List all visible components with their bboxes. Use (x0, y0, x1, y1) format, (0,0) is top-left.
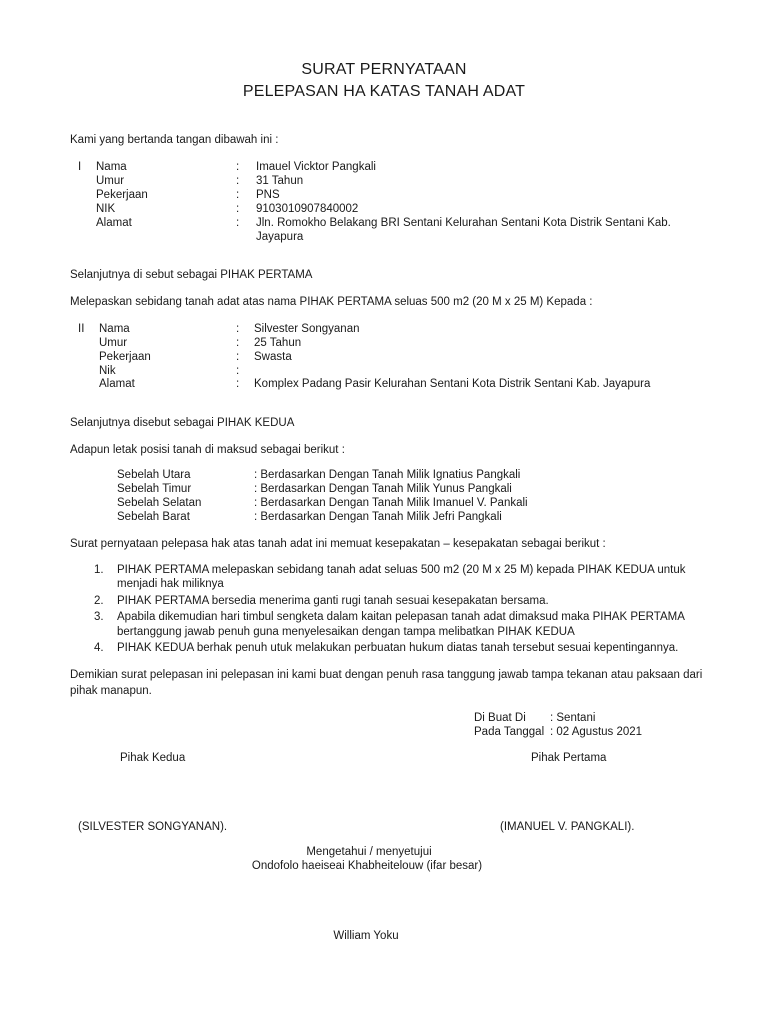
party1-job-value: PNS (256, 189, 280, 201)
intro-text: Kami yang bertanda tangan dibawah ini : (70, 134, 279, 146)
closing-text-cont: pihak manapun. (70, 685, 152, 697)
boundary-desc: : Berdasarkan Dengan Tanah Milik Imanuel V. Pankali (254, 497, 528, 509)
party2-address-label: Alamat (99, 378, 135, 390)
agreement-text: Apabila dikemudian hari timbul sengketa dalam kaitan pelepasan tanah adat dimaksud maka PIHAK PERTAMA (117, 611, 685, 623)
party1-address-value: Jln. Romokho Belakang BRI Sentani Kelurahan Sentani Kota Distrik Sentani Kab. (256, 217, 671, 229)
boundary-desc: : Berdasarkan Dengan Tanah Milik Yunus Pangkali (254, 483, 512, 495)
party1-address-label: Alamat (96, 217, 132, 229)
party1-address-value-cont: Jayapura (256, 231, 304, 243)
party1-name-value: Imauel Vicktor Pangkali (256, 161, 376, 173)
party1-age-label: Umur (96, 175, 125, 187)
boundary-desc: : Berdasarkan Dengan Tanah Milik Jefri Pangkali (254, 511, 502, 523)
agreement-text-cont: bertanggung jawab penuh guna menyelesaikan dengan tampa melibatkan PIHAK KEDUA (117, 626, 575, 638)
boundary-side: Sebelah Barat (117, 511, 190, 523)
date-label: Pada Tanggal (474, 726, 545, 738)
party1-address-sep: : (236, 217, 240, 229)
party2-age-sep: : (236, 337, 240, 349)
party1-job-sep: : (236, 189, 240, 201)
agreement-number: 4. (94, 642, 104, 654)
party2-job-sep: : (236, 351, 240, 363)
party2-designation: Selanjutnya disebut sebagai PIHAK KEDUA (70, 417, 295, 429)
party2-roman: II (78, 323, 85, 335)
place-value: : Sentani (550, 712, 596, 724)
signature-right-name: (IMANUEL V. PANGKALI). (500, 821, 635, 833)
agreement-text-cont: menjadi hak miliknya (117, 578, 224, 590)
agreement-number: 3. (94, 611, 104, 623)
boundary-side: Sebelah Selatan (117, 497, 202, 509)
witness-label: Mengetahui / menyetujui (306, 846, 432, 858)
signature-right-role: Pihak Pertama (531, 752, 607, 764)
closing-text: Demikian surat pelepasan ini pelepasan ini kami buat dengan penuh rasa tanggung jawab tampa tekanan atau paksaan dari (70, 669, 703, 681)
party1-nik-label: NIK (96, 203, 116, 215)
date-value: : 02 Agustus 2021 (550, 726, 643, 738)
agreement-text: PIHAK PERTAMA melepaskan sebidang tanah adat seluas 500 m2 (20 M x 25 M) kepada PIHAK KEDUA untuk (117, 564, 686, 576)
location-intro: Adapun letak posisi tanah di maksud sebagai berikut : (70, 444, 345, 456)
party2-age-value: 25 Tahun (254, 337, 302, 349)
party2-nik-sep: : (236, 365, 240, 377)
document-title-line1: SURAT PERNYATAAN (301, 61, 467, 78)
party1-designation: Selanjutnya di sebut sebagai PIHAK PERTAMA (70, 269, 313, 281)
party1-roman: I (78, 161, 82, 173)
document-title-line2: PELEPASAN HA KATAS TANAH ADAT (242, 83, 526, 100)
boundary-side: Sebelah Timur (117, 483, 192, 495)
witness-name: William Yoku (333, 930, 399, 942)
party1-age-value: 31 Tahun (256, 175, 304, 187)
party1-name-label: Nama (96, 161, 127, 173)
party2-nik-label: Nik (99, 365, 116, 377)
agreement-text: PIHAK KEDUA berhak penuh utuk melakukan perbuatan hukum diatas tanah tersebut sesuai kepentingannya. (117, 642, 679, 654)
signature-left-name: (SILVESTER SONGYANAN). (78, 821, 228, 833)
party2-job-value: Swasta (254, 351, 292, 363)
party2-address-value: Komplex Padang Pasir Kelurahan Sentani Kota Distrik Sentani Kab. Jayapura (254, 378, 651, 390)
place-label: Di Buat Di (474, 712, 526, 724)
party2-address-sep: : (236, 378, 240, 390)
party1-name-sep: : (236, 161, 240, 173)
party1-job-label: Pekerjaan (96, 189, 148, 201)
agreement-number: 1. (94, 564, 104, 576)
party1-nik-value: 9103010907840002 (256, 203, 359, 215)
agreement-intro: Surat pernyataan pelepasa hak atas tanah adat ini memuat kesepakatan – kesepakatan sebagai berikut : (70, 538, 606, 550)
boundary-side: Sebelah Utara (117, 469, 191, 481)
agreement-number: 2. (94, 595, 104, 607)
party2-name-label: Nama (99, 323, 130, 335)
signature-left-role: Pihak Kedua (120, 752, 186, 764)
agreement-text: PIHAK PERTAMA bersedia menerima ganti rugi tanah sesuai kesepakatan bersama. (117, 595, 549, 607)
party1-nik-sep: : (236, 203, 240, 215)
boundary-desc: : Berdasarkan Dengan Tanah Milik Ignatius Pangkali (254, 469, 521, 481)
party2-job-label: Pekerjaan (99, 351, 151, 363)
party1-age-sep: : (236, 175, 240, 187)
party2-name-sep: : (236, 323, 240, 335)
witness-title: Ondofolo haeiseai Khabheitelouw (ifar besar) (251, 860, 483, 872)
party2-name-value: Silvester Songyanan (254, 323, 360, 335)
party2-age-label: Umur (99, 337, 128, 349)
release-statement: Melepaskan sebidang tanah adat atas nama PIHAK PERTAMA seluas 500 m2 (20 M x 25 M) Kepada : (70, 296, 593, 308)
